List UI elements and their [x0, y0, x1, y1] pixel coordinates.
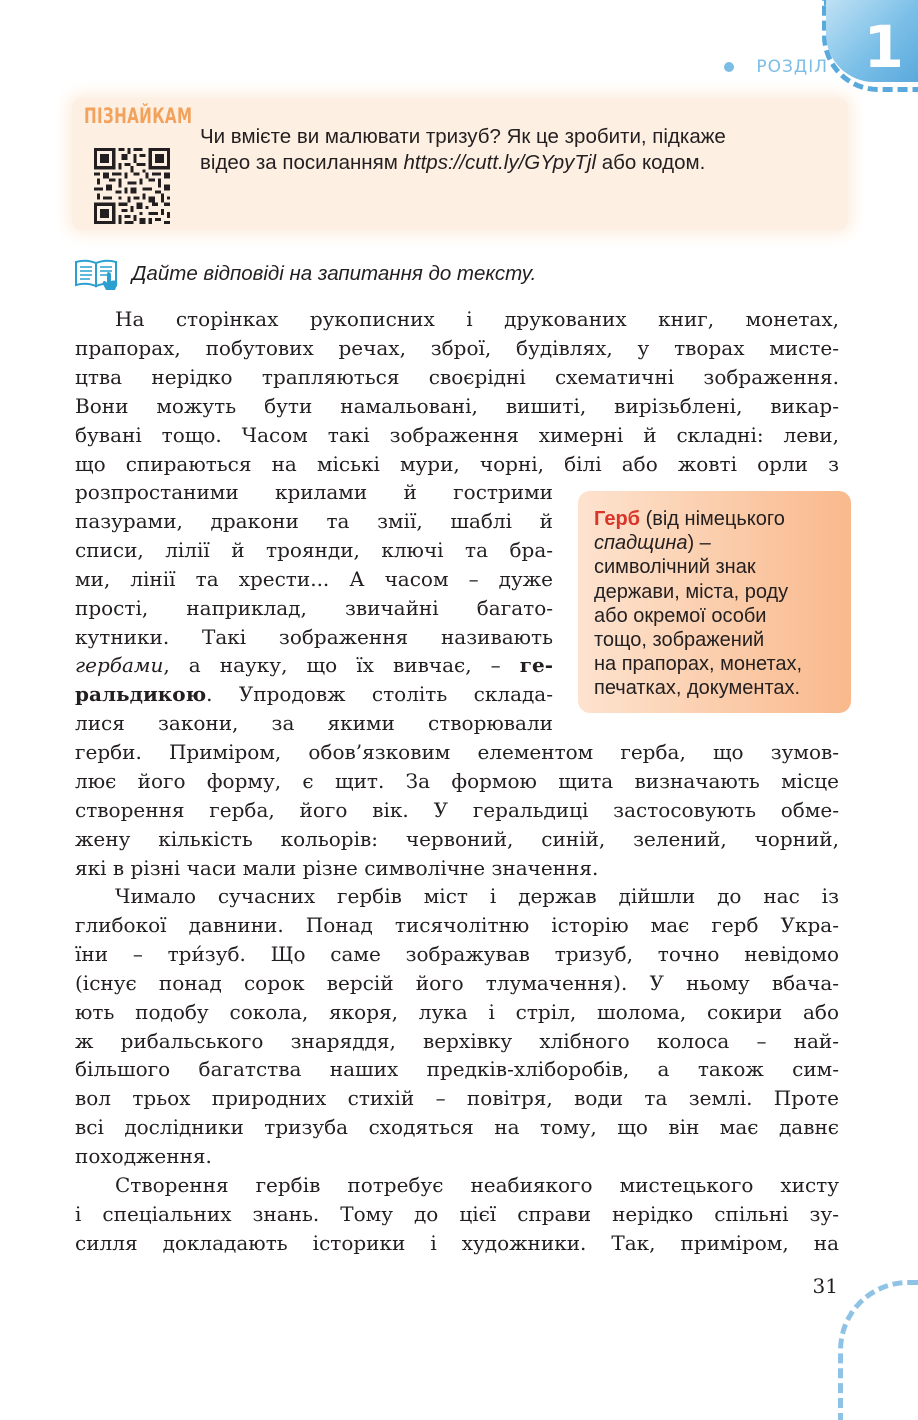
- text-line: вол трьох природних стихій – повітря, води та землі. Проте: [75, 1086, 839, 1111]
- paragraph-2: [75, 882, 839, 1171]
- text-fragment: . Упродовж століть склада-: [206, 682, 553, 707]
- paragraph-1-bottom: [75, 738, 839, 883]
- text-line: пазурами, дракони та змії, шаблі й: [75, 508, 553, 533]
- page-number: 31: [812, 1274, 838, 1298]
- text-line: ють подобу сокола, якоря, лука і стріл, шолома, сокири або: [75, 999, 839, 1024]
- text-line: прості, наприклад, звичайні багато-: [75, 595, 553, 620]
- info-box: [72, 98, 848, 230]
- definition-term: Герб: [594, 508, 641, 530]
- text-line: (існує понад сорок версій його тлумачення). У ньому вбача-: [75, 970, 839, 995]
- paragraph-1-top: [75, 305, 839, 478]
- text-line: прапорах, побутових речах, зброї, будівлях, у творах мисте-: [75, 335, 839, 360]
- chapter-dot: [724, 62, 734, 72]
- text-line: [75, 680, 553, 709]
- text-line: бувані тощо. Часом такі зображення химерні й складні: леви,: [75, 422, 839, 447]
- info-line-1: Чи вмієте ви малювати тризуб? Як це зробити, підкаже: [200, 125, 726, 148]
- instruction-text: Дайте відповіді на запитання до тексту.: [132, 262, 537, 285]
- definition-line: символічний знак: [594, 556, 756, 579]
- definition-line: тощо, зображений: [594, 629, 765, 652]
- book-touch-icon: [74, 258, 120, 290]
- info-box-heading: ПІЗНАЙКАМ: [84, 104, 193, 128]
- text-line: створення герба, його вік. У геральдиці застосовують обме-: [75, 797, 839, 822]
- text-line: Чимало сучасних гербів міст і держав дійшли до нас із: [115, 884, 839, 908]
- text-line: жену кількість кольорів: червоний, синій, зелений, чорний,: [75, 826, 839, 851]
- qr-code-icon[interactable]: [94, 148, 170, 224]
- definition-line: держави, міста, роду: [594, 580, 789, 603]
- text-line: лися закони, за якими створювали: [75, 711, 553, 736]
- text-line: що спираються на міські мури, чорні, білі або жовті орли з: [75, 451, 839, 476]
- definition-line: на прапорах, монетах,: [594, 653, 803, 676]
- text-line: силля докладають історики і художники. Так, приміром, на: [75, 1230, 839, 1255]
- text-line: цтва нерідко трапляються своєрідні схематичні зображення.: [75, 364, 839, 389]
- text-line: походження.: [75, 1144, 212, 1169]
- definition-line-1: (від німецького: [640, 508, 785, 530]
- paragraph-1-narrow: [75, 478, 553, 738]
- video-link[interactable]: https://cutt.ly/GYpyTjl: [403, 151, 597, 174]
- corner-decoration-bottom: [838, 1280, 918, 1420]
- text-line: більшого багатства наших предків-хліборобів, а також сим-: [75, 1057, 839, 1082]
- text-line: глибокої давнини. Понад тисячолітню історію має герб Укра-: [75, 912, 839, 937]
- definition-italic: спадщина: [594, 532, 688, 555]
- chapter-label: РОЗДІЛ: [756, 57, 828, 77]
- definition-text: [594, 507, 844, 701]
- term-bold-fragment: ге-: [519, 653, 553, 678]
- text-line: ми, лінії та хрести... А часом – дуже: [75, 566, 553, 591]
- text-line: герби. Приміром, обов’язковим елементом герба, що зумов-: [75, 740, 839, 764]
- text-fragment: , а науку, що їх вивчає, –: [163, 653, 520, 678]
- info-line-2-prefix: відео за посиланням: [200, 151, 404, 174]
- definition-line: печатках, документах.: [594, 677, 801, 700]
- text-line: їни – три́зуб. Що саме зображував тризуб, точно невідомо: [75, 941, 839, 966]
- definition-line-2: ) –: [687, 532, 711, 555]
- text-line: кутники. Такі зображення називають: [75, 624, 553, 649]
- text-line: На сторінках рукописних і друкованих книг, монетах,: [115, 307, 839, 331]
- text-line: і спеціальних знань. Тому до цієї справи нерідко спільні зу-: [75, 1201, 839, 1226]
- info-line-2-suffix: або кодом.: [596, 151, 706, 174]
- text-line: списи, лілії й троянди, ключі та бра-: [75, 537, 553, 562]
- chapter-number: 1: [863, 13, 904, 81]
- text-line: всі дослідники тризуба сходяться на тому, що він має давнє: [75, 1115, 839, 1140]
- text-line: [75, 651, 553, 680]
- definition-box: [578, 491, 851, 713]
- info-box-text: [200, 124, 840, 176]
- text-line: ж рибальського знаряддя, верхівку хлібного колоса – най-: [75, 1028, 839, 1053]
- text-line: які в різні часи мали різне символічне значення.: [75, 855, 599, 880]
- text-line: лює його форму, є щит. За формою щита визначають місце: [75, 768, 839, 793]
- term-italic-gerbamy: гербами: [75, 653, 164, 678]
- term-bold-heraldry: ральдикою: [75, 682, 207, 707]
- definition-line: або окремої особи: [594, 604, 767, 627]
- text-line: Створення гербів потребує неабиякого мистецького хисту: [115, 1173, 839, 1197]
- paragraph-3: [75, 1171, 839, 1258]
- text-line: Вони можуть бути намальовані, вишиті, вирізьблені, викар-: [75, 393, 839, 418]
- text-line: розпростаними крилами й гострими: [75, 480, 553, 504]
